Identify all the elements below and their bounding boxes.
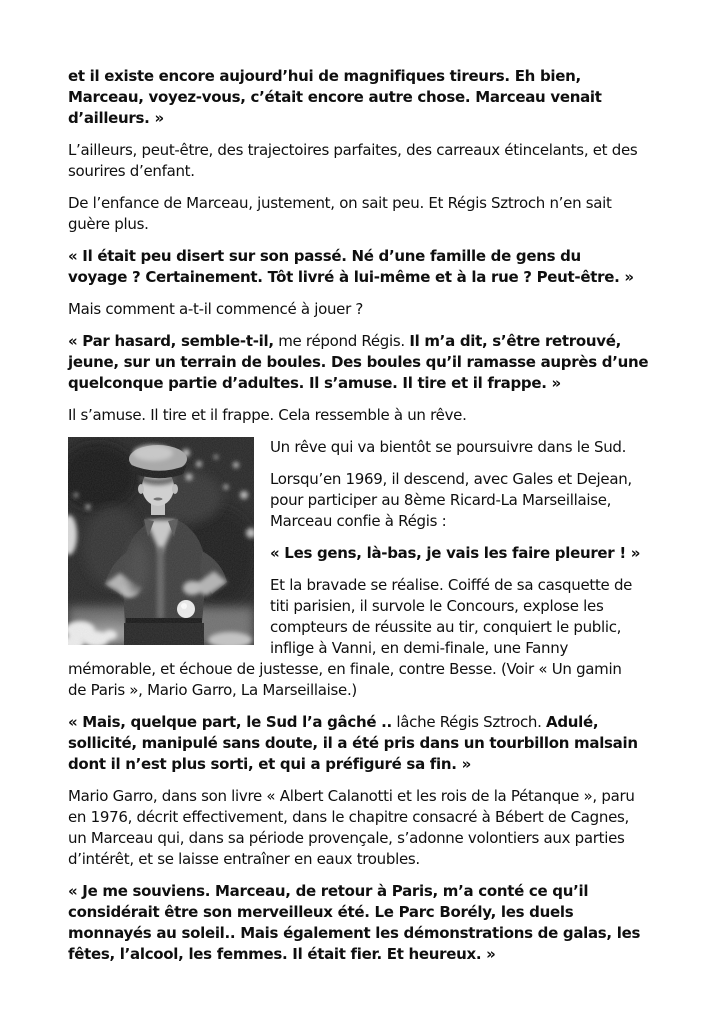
text-line <box>68 331 664 352</box>
paragraph-reve-sud <box>270 437 664 458</box>
paragraph-1969 <box>270 469 664 532</box>
paragraph-quote-pleurer <box>270 543 664 564</box>
paragraph-bravade-bas <box>68 659 664 701</box>
text-line: en 1976, décrit effectivement, dans le chapitre consacré à Bébert de Cagnes, <box>68 808 629 826</box>
text-line: monnayés au soleil.. Mais également les démonstrations de galas, les <box>68 924 641 942</box>
text-beside-photo <box>270 437 664 659</box>
text-line: considérait être son merveilleux été. Le Parc Borély, les duels <box>68 903 574 921</box>
text-line: sollicité, manipulé sans doute, il a été pris dans un tourbillon malsain <box>68 734 638 752</box>
paragraph-ailleurs <box>68 140 664 182</box>
text-line: compteurs de réussite au tir, conquiert le public, <box>270 618 622 636</box>
text-line: Marceau confie à Régis : <box>270 512 447 530</box>
text-line: dont il n’est plus sorti, et qui a préfiguré sa fin. » <box>68 755 471 773</box>
paragraph-quote-gache <box>68 712 664 775</box>
quote-segment: « Mais, quelque part, le Sud l’a gâché .. <box>68 713 392 731</box>
text-line: « Je me souviens. Marceau, de retour à Paris, m’a conté ce qu’il <box>68 882 589 900</box>
text-line: guère plus. <box>68 215 149 233</box>
text-line: L’ailleurs, peut-être, des trajectoires parfaites, des carreaux étincelants, et des <box>68 141 638 159</box>
text-line: De l’enfance de Marceau, justement, on sait peu. Et Régis Sztroch n’en sait <box>68 194 612 212</box>
text-line: Et la bravade se réalise. Coiffé de sa casquette de <box>270 576 633 594</box>
paragraph-quote-tireurs <box>68 66 664 129</box>
text-line: Il s’amuse. Il tire et il frappe. Cela ressemble à un rêve. <box>68 406 467 424</box>
text-line: « Les gens, là-bas, je vais les faire pleurer ! » <box>270 544 641 562</box>
text-line: voyage ? Certainement. Tôt livré à lui-même et à la rue ? Peut-être. » <box>68 268 634 286</box>
text-line: titi parisien, il survole le Concours, explose les <box>270 597 604 615</box>
text-line: et il existe encore aujourd’hui de magnifiques tireurs. Eh bien, <box>68 67 581 85</box>
text-line: Lorsqu’en 1969, il descend, avec Gales et Dejean, <box>270 470 632 488</box>
text-line: inflige à Vanni, en demi-finale, une Fanny <box>270 639 569 657</box>
text-line: Mais comment a-t-il commencé à jouer ? <box>68 300 364 318</box>
photo-marceau-young <box>68 437 254 645</box>
text-line: quelconque partie d’adultes. Il s’amuse. Il tire et il frappe. » <box>68 374 561 392</box>
paragraph-quote-souviens <box>68 881 664 965</box>
text-line: Marceau, voyez-vous, c’était encore autre chose. Marceau venait <box>68 88 602 106</box>
text-line: de Paris », Mario Garro, La Marseillaise.) <box>68 681 357 699</box>
paragraph-question-jouer <box>68 299 664 320</box>
narration-segment: me répond Régis. <box>273 332 410 350</box>
text-line <box>68 712 664 733</box>
text-line: un Marceau qui, dans sa période provençale, s’adonne volontiers aux parties <box>68 829 625 847</box>
text-line: sourires d’enfant. <box>68 162 195 180</box>
paragraph-quote-passe <box>68 246 664 288</box>
narration-segment: lâche Régis Sztroch. <box>391 713 547 731</box>
text-line: Mario Garro, dans son livre « Albert Calanotti et les rois de la Pétanque », paru <box>68 787 635 805</box>
paragraph-mario-garro <box>68 786 664 870</box>
paragraph-reve <box>68 405 664 426</box>
text-line: jeune, sur un terrain de boules. Des boules qu’il ramasse auprès d’une <box>68 353 649 371</box>
quote-segment: « Par hasard, semble-t-il, <box>68 332 274 350</box>
text-line: Un rêve qui va bientôt se poursuivre dans le Sud. <box>270 438 627 456</box>
quote-segment: Adulé, <box>546 713 599 731</box>
text-line: d’intérêt, et se laisse entraîner en eaux troubles. <box>68 850 420 868</box>
text-line: d’ailleurs. » <box>68 109 164 127</box>
quote-segment: Il m’a dit, s’être retrouvé, <box>409 332 622 350</box>
text-line: mémorable, et échoue de justesse, en finale, contre Besse. (Voir « Un gamin <box>68 660 622 678</box>
paragraph-enfance <box>68 193 664 235</box>
text-line: pour participer au 8ème Ricard-La Marseillaise, <box>270 491 612 509</box>
text-line: « Il était peu disert sur son passé. Né d’une famille de gens du <box>68 247 581 265</box>
paragraph-bravade-haut <box>270 575 664 659</box>
marceau-photo-illustration <box>68 437 254 645</box>
text-line: fêtes, l’alcool, les femmes. Il était fier. Et heureux. » <box>68 945 496 963</box>
paragraph-quote-hasard <box>68 331 664 394</box>
